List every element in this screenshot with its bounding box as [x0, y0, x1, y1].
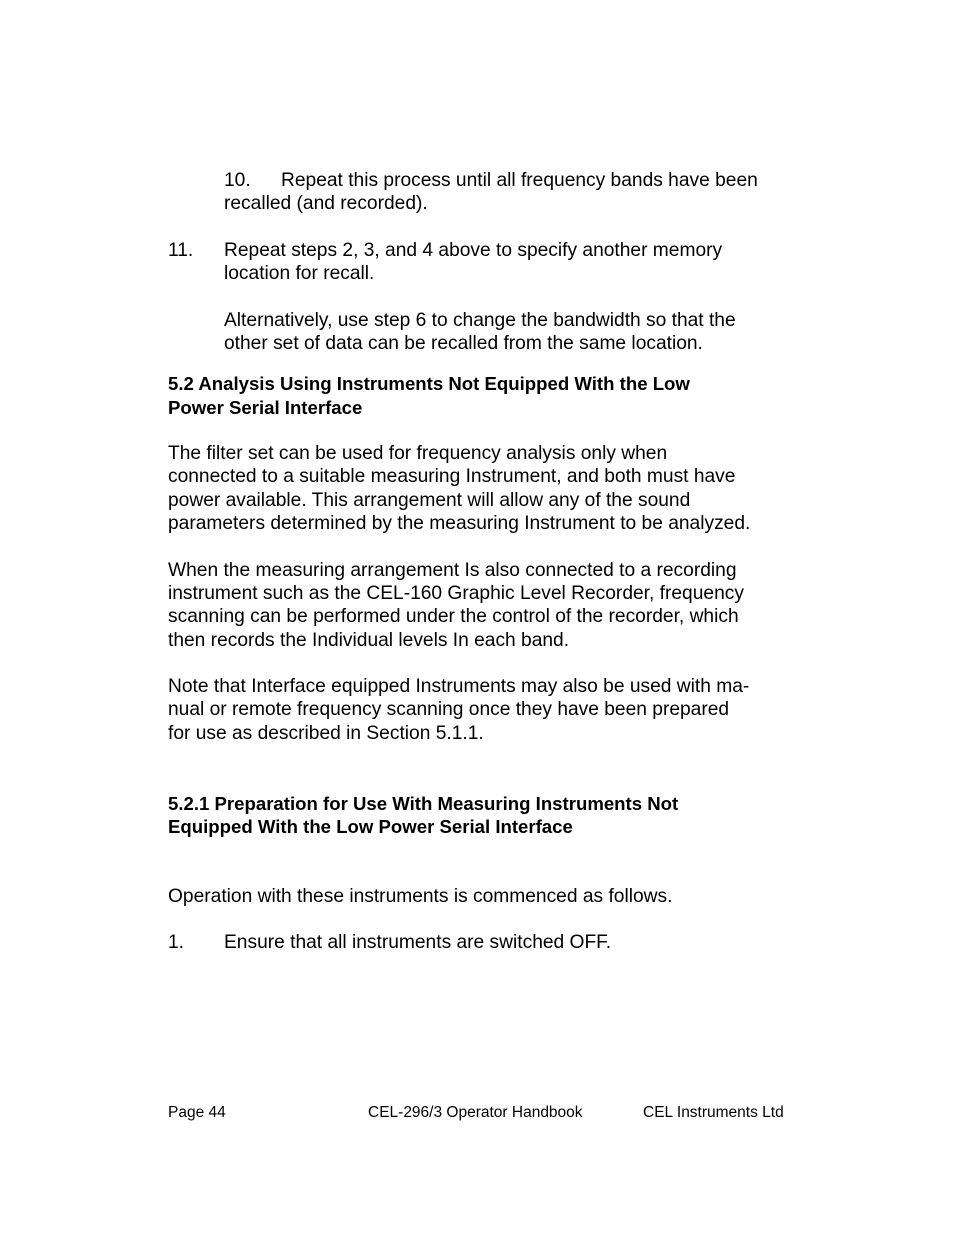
step-text-line: location for recall. — [224, 263, 375, 284]
step-alt-line: Alternatively, use step 6 to change the bandwidth so that the — [224, 310, 736, 331]
paragraph-line: for use as described in Section 5.1.1. — [168, 723, 484, 744]
section-heading: Power Serial Interface — [168, 397, 363, 418]
paragraph-line: connected to a suitable measuring Instrument, and both must have — [168, 466, 736, 487]
step-number: 1. — [168, 932, 185, 953]
step-text-line: Ensure that all instruments are switched OFF. — [224, 932, 612, 953]
paragraph-line: Note that Interface equipped Instruments may also be used with ma- — [168, 676, 750, 697]
paragraph-line: When the measuring arrangement Is also connected to a recording — [168, 560, 737, 581]
paragraph-line: scanning can be performed under the control of the recorder, which — [168, 606, 739, 627]
step-number: 10. — [224, 170, 251, 191]
paragraph-line: The filter set can be used for frequency analysis only when — [168, 443, 668, 464]
section-heading: 5.2.1 Preparation for Use With Measuring Instruments Not — [168, 793, 679, 814]
paragraph-line: power available. This arrangement will allow any of the sound — [168, 490, 691, 511]
section-heading: Equipped With the Low Power Serial Interface — [168, 816, 573, 837]
step-text-line: Repeat this process until all frequency bands have been — [281, 170, 758, 191]
paragraph-line: then records the Individual levels In each band. — [168, 630, 570, 651]
step-number: 11. — [168, 240, 194, 261]
intro-text: Operation with these instruments is commenced as follows. — [168, 886, 673, 907]
page-number: Page 44 — [168, 1104, 226, 1121]
paragraph-line: nual or remote frequency scanning once they have been prepared — [168, 699, 730, 720]
section-heading: 5.2 Analysis Using Instruments Not Equipped With the Low — [168, 373, 690, 394]
step-alt-line: other set of data can be recalled from the same location. — [224, 333, 703, 354]
paragraph-line: parameters determined by the measuring Instrument to be analyzed. — [168, 513, 751, 534]
step-text-line: Repeat steps 2, 3, and 4 above to specify another memory — [224, 240, 723, 261]
step-text-line: recalled (and recorded). — [224, 193, 428, 214]
paragraph-line: instrument such as the CEL-160 Graphic Level Recorder, frequency — [168, 583, 744, 604]
document-title: CEL-296/3 Operator Handbook — [368, 1104, 583, 1121]
company-name: CEL Instruments Ltd — [643, 1104, 784, 1121]
